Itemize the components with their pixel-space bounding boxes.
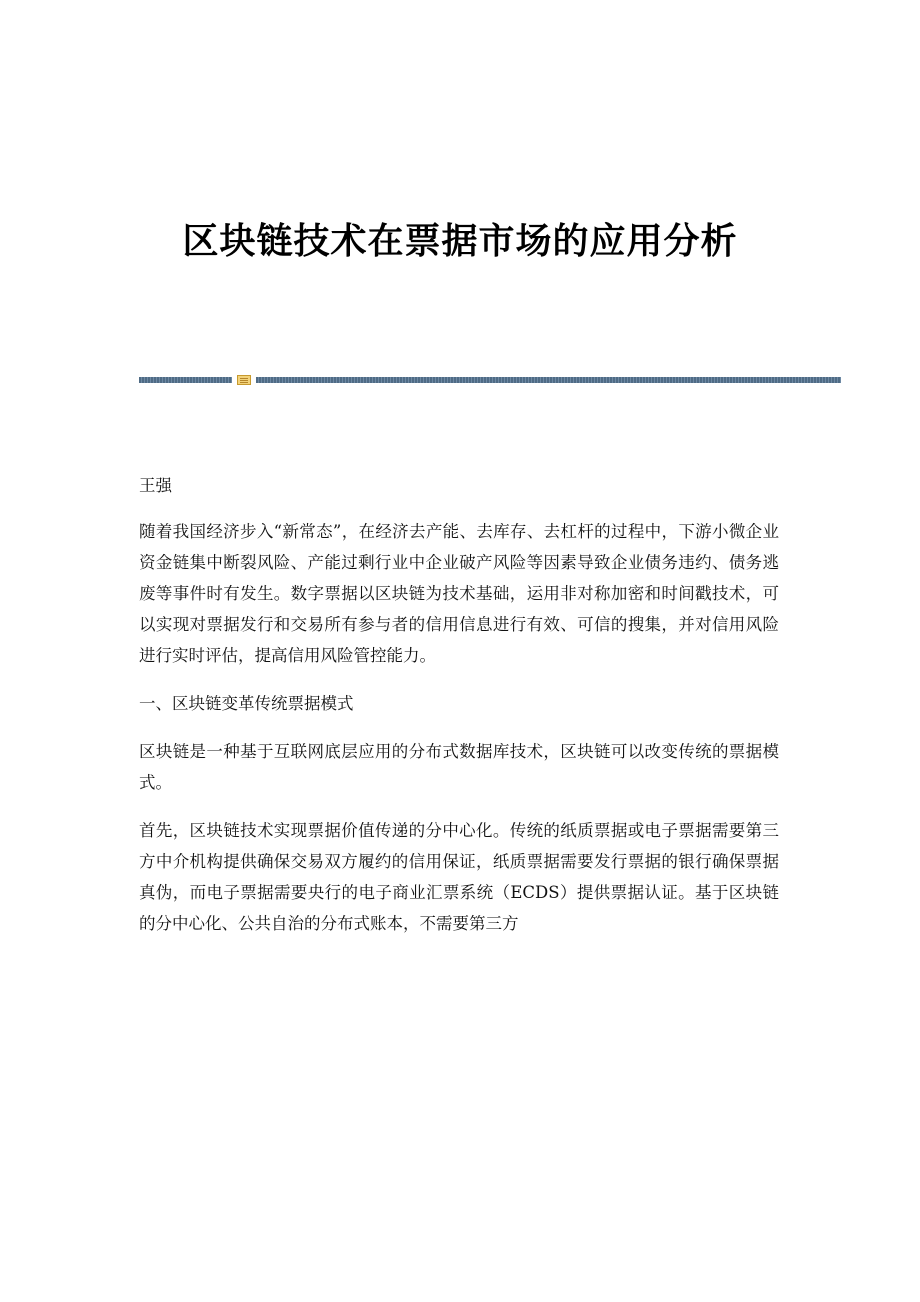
section-heading: 一、区块链变革传统票据模式 — [139, 694, 354, 713]
divider-bar-left — [139, 377, 232, 383]
divider-bar-right — [256, 377, 841, 383]
title-divider — [139, 375, 841, 385]
document-title: 区块链技术在票据市场的应用分析 — [182, 221, 738, 262]
author-name: 王强 — [139, 476, 172, 495]
divider-emblem-icon — [237, 375, 251, 385]
paragraph-intro: 随着我国经济步入“新常态”，在经济去产能、去库存、去杠杆的过程中，下游小微企业资金链集中断裂风险、产能过剩行业中企业破产风险等因素导致企业债务违约、债务逃废等事件时有发生。数字票据以区块链为技术基础，运用非对称加密和时间戳技术，可以实现对票据发行和交易所有参与者的信用信息进行有效、可信的搜集，并对信用风险进行实时评估，提高信用风险管控能力。 — [139, 522, 779, 665]
paragraph-definition: 区块链是一种基于互联网底层应用的分布式数据库技术，区块链可以改变传统的票据模式。 — [139, 742, 779, 792]
paragraph-first-point: 首先，区块链技术实现票据价值传递的分中心化。传统的纸质票据或电子票据需要第三方中介机构提供确保交易双方履约的信用保证，纸质票据需要发行票据的银行确保票据真伪，而电子票据需要央行的电子商业汇票系统（ECDS）提供票据认证。基于区块链的分中心化、公共自治的分布式账本，不需要第三方 — [139, 821, 779, 933]
document-body — [139, 470, 779, 956]
